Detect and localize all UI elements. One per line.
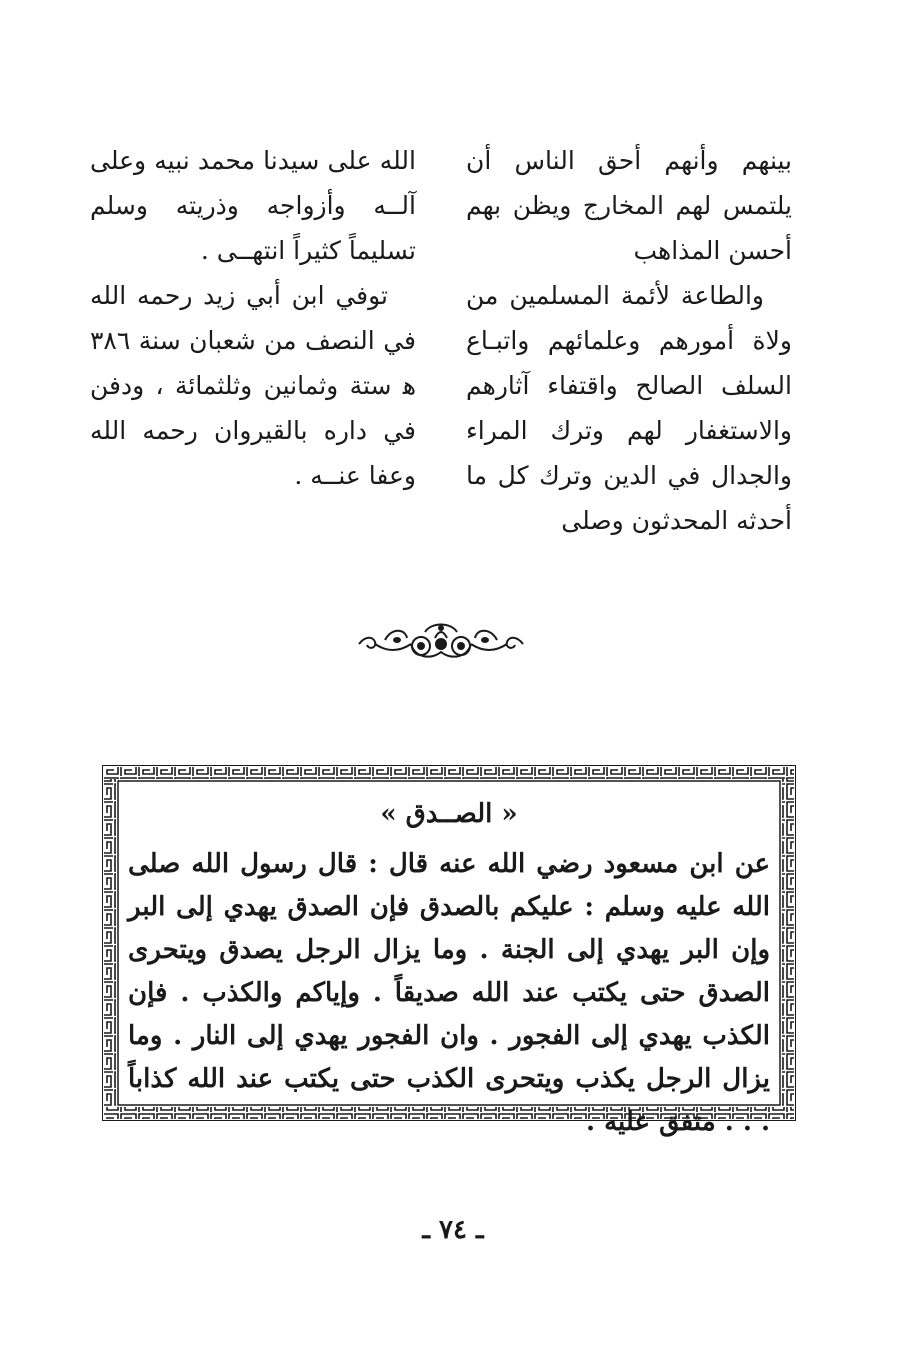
- floral-ornament-icon: [355, 618, 527, 666]
- text-column-left: [90, 138, 416, 498]
- paragraph: الله على سيدنا محمد نبيه وعلى آلــه وأزواجه وذريته وسلم تسليماً كثيراً انتهــى .: [90, 146, 416, 265]
- hadith-text: عن ابن مسعود رضي الله عنه قال : قال رسول الله صلى الله عليه وسلم : عليكم بالصدق فإن الصدق يهدي إلى البر وإن البر يهدي إلى الجنة . وما يزال الرجل يصدق ويتحرى الصدق حتى يكتب عند الله صديقاً . وإياكم والكذب . فإن الكذب يهدي إلى الفجور . وان الفجور يهدي إلى النار . وما يزال الرجل يكذب ويتحرى الكذب حتى يكتب عند الله كذاباً . . . متفق عليه .: [128, 849, 770, 1137]
- paragraph: بينهم وأنهم أحق الناس أن يلتمس لهم المخارج ويظن بهم أحسن المذاهب: [466, 146, 792, 265]
- text-column-right: [466, 138, 792, 543]
- page-number: ـ ٧٤ ـ: [422, 1215, 484, 1245]
- paragraph: والطاعة لأئمة المسلمين من ولاة أمورهم وعلمائهم واتبـاع السلف الصالح واقتفاء آثارهم والاستغفار لهم وترك المراء والجدال في الدين وترك كل ما أحدثه المحدثون وصلى: [466, 281, 792, 535]
- paragraph: توفي ابن أبي زيد رحمه الله في النصف من شعبان سنة ٣٨٦ ﻫ ستة وثمانين وثلثمائة ، ودفن في داره بالقيروان رحمه الله وعفا عنــه .: [90, 281, 416, 490]
- box-title: « الصــدق »: [380, 799, 518, 829]
- hadith-box: [102, 765, 796, 1137]
